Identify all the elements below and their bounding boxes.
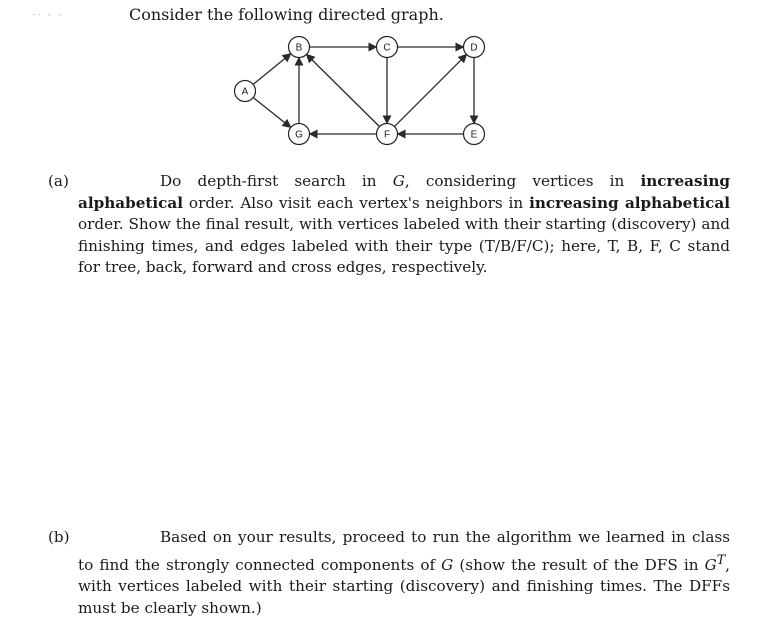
question-a-label: (a): [48, 172, 69, 190]
node-d: [464, 37, 485, 58]
qb-var-gt: G: [704, 555, 717, 574]
qa-bold-1: increasing alphabetical: [78, 172, 730, 212]
question-b-label: (b): [48, 528, 70, 546]
qa-bold-2: increasing alphabetical: [529, 193, 730, 212]
qb-text-3: , with vertices labeled with their starting (discovery) and finishing times. The DFFs must be clearly shown.): [78, 555, 730, 617]
node-label-d: D: [470, 42, 478, 54]
qb-sup-t: T: [716, 551, 726, 567]
node-label-a: A: [241, 86, 249, 98]
node-b: [289, 37, 310, 58]
node-a: [235, 81, 256, 102]
node-label-e: E: [470, 129, 478, 141]
intro-text: Consider the following directed graph.: [129, 5, 444, 24]
edge-f-d: [394, 54, 466, 126]
qa-text-1: Do depth-first search in: [160, 172, 393, 190]
edge-a-b: [253, 54, 291, 85]
faint-marks: ·· · ·: [32, 8, 63, 23]
node-label-b: B: [295, 42, 303, 54]
node-label-g: G: [295, 129, 303, 141]
node-label-f: F: [383, 129, 391, 141]
node-e: [464, 124, 485, 145]
node-f: [377, 124, 398, 145]
qa-text-4: order. Show the final result, with vertices labeled with their starting (discovery) and finishing times, and edges labeled with their type (T/B/F/C); here, T, B, F, C stand for tree, back, forward and cross edges, respectively.: [78, 215, 730, 276]
question-a: [48, 171, 730, 279]
qb-var-g: G: [441, 555, 454, 574]
node-label-c: C: [383, 42, 391, 54]
node-g: [289, 124, 310, 145]
qa-text-3: order. Also visit each vertex's neighbors in: [183, 193, 530, 212]
qa-text-2: , considering vertices in: [404, 172, 641, 190]
qb-text-2: (show the result of the DFS in: [453, 555, 705, 574]
edge-a-g: [253, 98, 291, 128]
edge-f-b: [306, 54, 379, 126]
qa-var-g: G: [392, 172, 405, 190]
question-b-body: [78, 527, 730, 619]
directed-graph: [0, 0, 762, 170]
qb-text-1: Based on your results, proceed to run the algorithm we learned in class to find the strongly connected components of: [78, 528, 730, 574]
node-c: [377, 37, 398, 58]
question-b: [48, 527, 730, 619]
question-a-body: [78, 171, 730, 279]
